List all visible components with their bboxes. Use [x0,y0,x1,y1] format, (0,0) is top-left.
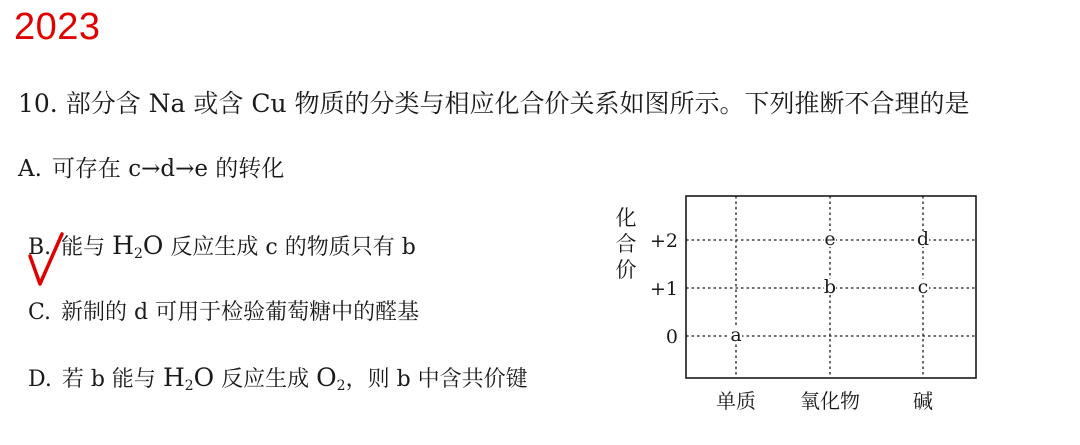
formula-h: H [112,231,134,260]
point-label-b: b [823,276,837,298]
option-c-text: 新制的 d 可用于检验葡萄糖中的醛基 [61,300,420,325]
formula-o: O [142,231,164,260]
formula-o: O [193,363,215,392]
point-label-d: d [916,228,930,250]
formula-o: O [316,363,337,392]
y-tick-label: +1 [649,278,678,300]
option-d-letter: D. [28,367,52,392]
option-d-mid: 反应生成 [214,367,317,392]
y-axis-title [616,206,637,282]
question-stem [18,84,970,120]
x-tick-label: 单质 [716,389,756,413]
y-axis-title-char: 价 [615,258,637,282]
question-number: 10. [18,89,58,118]
valence-chart [600,188,1000,418]
option-b[interactable] [28,230,416,262]
formula-h: H [162,363,185,392]
formula-subscript: 2 [184,378,194,394]
x-tick-label: 碱 [913,389,933,413]
option-b-post: 反应生成 c 的物质只有 b [163,235,416,260]
formula-subscript: 2 [133,246,143,262]
option-c[interactable] [28,295,419,326]
option-d-post: ，则 b 中含共价键 [345,367,528,392]
y-tick-labels [650,230,678,348]
option-d[interactable] [28,362,528,394]
x-tick-labels [716,389,933,413]
y-axis-title-char: 合 [615,232,637,256]
y-tick-label: +2 [649,230,678,252]
option-c-letter: C. [28,300,52,325]
y-tick-label: 0 [665,326,678,348]
formula-subscript: 2 [336,378,346,394]
option-d-pre: 若 b 能与 [61,367,163,392]
point-label-e: e [824,228,836,250]
option-a[interactable] [18,150,284,183]
question-text: 部分含 Na 或含 Cu 物质的分类与相应化合价关系如图所示。下列推断不合理的是 [65,89,970,118]
oxygen-formula [316,363,345,392]
water-formula [163,363,214,392]
y-axis-title-char: 化 [615,206,637,230]
option-b-letter: B. [28,235,52,260]
option-b-pre: 能与 [61,235,113,260]
x-tick-label: 氧化物 [800,389,860,413]
point-label-a: a [730,324,742,346]
option-a-letter: A. [18,156,42,182]
point-label-c: c [917,276,929,298]
option-a-text: 可存在 c→d→e 的转化 [51,156,285,182]
water-formula [112,231,163,260]
year-label: 2023 [14,6,101,48]
